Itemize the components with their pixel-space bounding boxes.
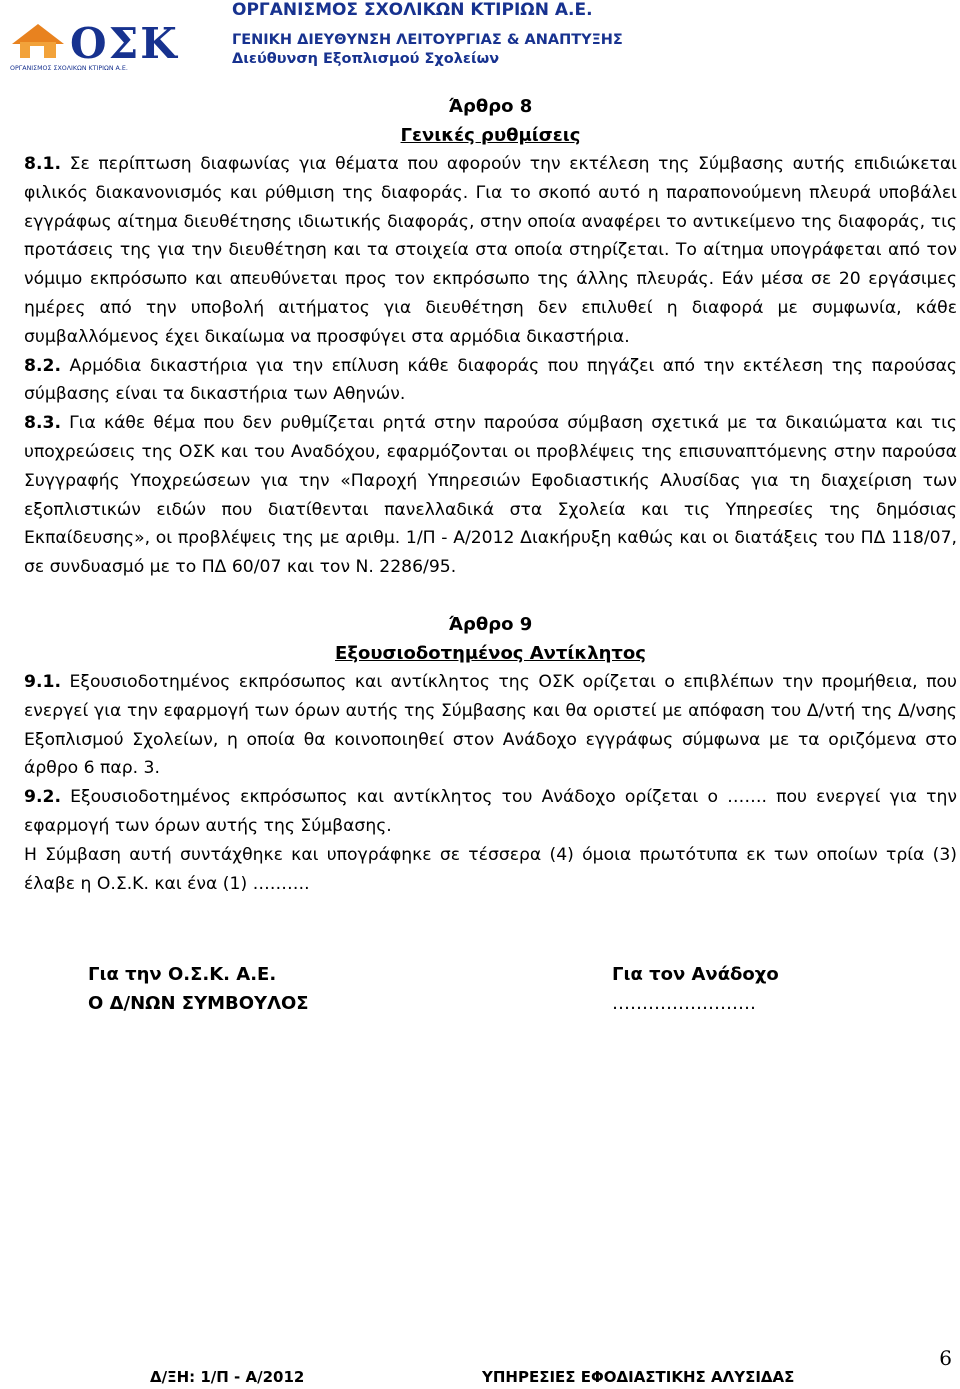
footer-reference: Δ/ΞΗ: 1/Π - Α/2012 bbox=[150, 1368, 305, 1386]
logo-caption: ΟΡΓΑΝΙΣΜΟΣ ΣΧΟΛΙΚΩΝ ΚΤΙΡΙΩΝ Α.Ε. bbox=[10, 65, 128, 72]
paragraph-number: 9.1. bbox=[24, 671, 61, 692]
paragraph-text: Για κάθε θέμα που δεν ρυθμίζεται ρητά στην παρούσα σύμβαση σχετικά με τα δικαιώματα και τις υποχρεώσεις της ΟΣΚ και του Αναδόχου, εφαρμόζονται οι προβλέψεις της επισυναπτόμενης στην παρούσα Συγγραφής Υποχρεώσεων για την «Παροχή Υπηρεσιών Εφοδιαστικής Αλυσίδας για τη διαχείριση των εξοπλιστικών ειδών που διατίθενται πανελλαδικά στα Σχολεία και τις Υπηρεσίες της δημόσιας Εκπαίδευσης», οι προβλέψεις της με αριθμ. 1/Π - Α/2012 Διακήρυξη καθώς και οι διατάξεις του ΠΔ 118/07, σε συνδυασμό με το ΠΔ 60/07 και τον Ν. 2286/95. bbox=[24, 413, 957, 578]
signature-block-contractor bbox=[612, 960, 779, 1018]
article-8-subtitle: Γενικές ρυθμίσεις bbox=[400, 125, 581, 146]
paragraph-text: Εξουσιοδοτημένος εκπρόσωπος και αντίκλητος της ΟΣΚ ορίζεται ο επιβλέπων την προμήθεια, που ενεργεί για την εφαρμογή των όρων αυτής της Σύμβασης και θα οριστεί με απόφαση του Δ/ντή της Δ/νσης Εξοπλισμού Σχολείων, η οποία θα κοινοποιηθεί στον Ανάδοχο εγγράφως σύμφωνα με τα οριζόμενα στο άρθρο 6 παρ. 3. bbox=[24, 671, 957, 779]
signature-party: Για τον Ανάδοχο bbox=[612, 964, 779, 985]
paragraph-text: Αρμόδια δικαστήρια για την επίλυση κάθε διαφοράς που πηγάζει από την εκτέλεση της παρούσας σύμβασης είναι τα δικαστήρια των Αθηνών. bbox=[24, 355, 957, 405]
paragraph-number: 8.3. bbox=[24, 413, 61, 434]
paragraph-text: Εξουσιοδοτημένος εκπρόσωπος και αντίκλητος του Ανάδοχο ορίζεται ο ……. που ενεργεί για την εφαρμογή των όρων αυτής της Σύμβασης. bbox=[24, 787, 957, 836]
paragraph-number: 8.2. bbox=[24, 355, 61, 376]
signature-party: Για την Ο.Σ.Κ. Α.Ε. bbox=[88, 964, 277, 985]
signature-placeholder: …………………… bbox=[612, 993, 756, 1014]
closing-paragraph: Η Σύμβαση αυτή συντάχθηκε και υπογράφηκε σε τέσσερα (4) όμοια πρωτότυπα εκ των οποίων τρία (3) έλαβε η Ο.Σ.Κ. και ένα (1) ………. bbox=[24, 844, 957, 894]
paragraph-8-2 bbox=[24, 352, 957, 410]
division-name: ΓΕΝΙΚΗ ΔΙΕΥΘΥΝΣΗ ΛΕΙΤΟΥΡΓΙΑΣ & ΑΝΑΠΤΥΞΗΣ bbox=[232, 32, 623, 48]
paragraph-text: Σε περίπτωση διαφωνίας για θέματα που αφορούν την εκτέλεση της Σύμβασης αυτής επιδιώκεται φιλικός διακανονισμός και ρύθμιση της διαφοράς. Για το σκοπό αυτό η παραπονούμενη πλευρά υποβάλει εγγράφως αίτημα διευθέτησης ιδιωτικής διαφοράς, στην οποία αναφέρει το αντικείμενο της διαφοράς, τις προτάσεις της για την διευθέτηση και τα στοιχεία στα οποία στηρίζεται. Το αίτημα υπογράφεται από τον νόμιμο εκπρόσωπο και απευθύνεται προς τον εκπρόσωπο της άλλης πλευράς. Εάν μέσα σε 20 εργάσιμες ημέρες από την υποβολή αιτήματος για διευθέτηση δεν επιλυθεί η διαφορά με συμφωνία, κάθε συμβαλλόμενος έχει δικαίωμα να προσφύγει στα αρμόδια δικαστήρια. bbox=[24, 154, 957, 347]
article-9-title: Άρθρο 9 bbox=[448, 613, 533, 635]
signature-block-osk bbox=[88, 960, 309, 1018]
osk-logo bbox=[8, 10, 218, 72]
page-number: 6 bbox=[939, 1346, 952, 1370]
signature-role: Ο Δ/ΝΩΝ ΣΥΜΒΟΥΛΟΣ bbox=[88, 993, 309, 1014]
footer-title: ΥΠΗΡΕΣΙΕΣ ΕΦΟΔΙΑΣΤΙΚΗΣ ΑΛΥΣΙΔΑΣ bbox=[482, 1368, 795, 1386]
paragraph-number: 8.1. bbox=[24, 154, 61, 174]
section-spacer bbox=[24, 582, 957, 610]
department-name: Διεύθυνση Εξοπλισμού Σχολείων bbox=[232, 51, 500, 67]
logo-wordmark: ΟΣΚ bbox=[70, 19, 179, 68]
paragraph-number: 9.2. bbox=[24, 787, 61, 808]
paragraph-8-3 bbox=[24, 409, 957, 582]
org-name: ΟΡΓΑΝΙΣΜΟΣ ΣΧΟΛΙΚΩΝ ΚΤΙΡΙΩΝ Α.Ε. bbox=[232, 0, 593, 20]
article-8-title: Άρθρο 8 bbox=[448, 96, 533, 117]
document-body bbox=[24, 92, 957, 898]
article-9-subtitle: Εξουσιοδοτημένος Αντίκλητος bbox=[335, 642, 646, 664]
paragraph-9-1 bbox=[24, 668, 957, 783]
paragraph-9-2 bbox=[24, 783, 957, 841]
letterhead bbox=[0, 0, 960, 80]
paragraph-8-1 bbox=[24, 150, 957, 352]
